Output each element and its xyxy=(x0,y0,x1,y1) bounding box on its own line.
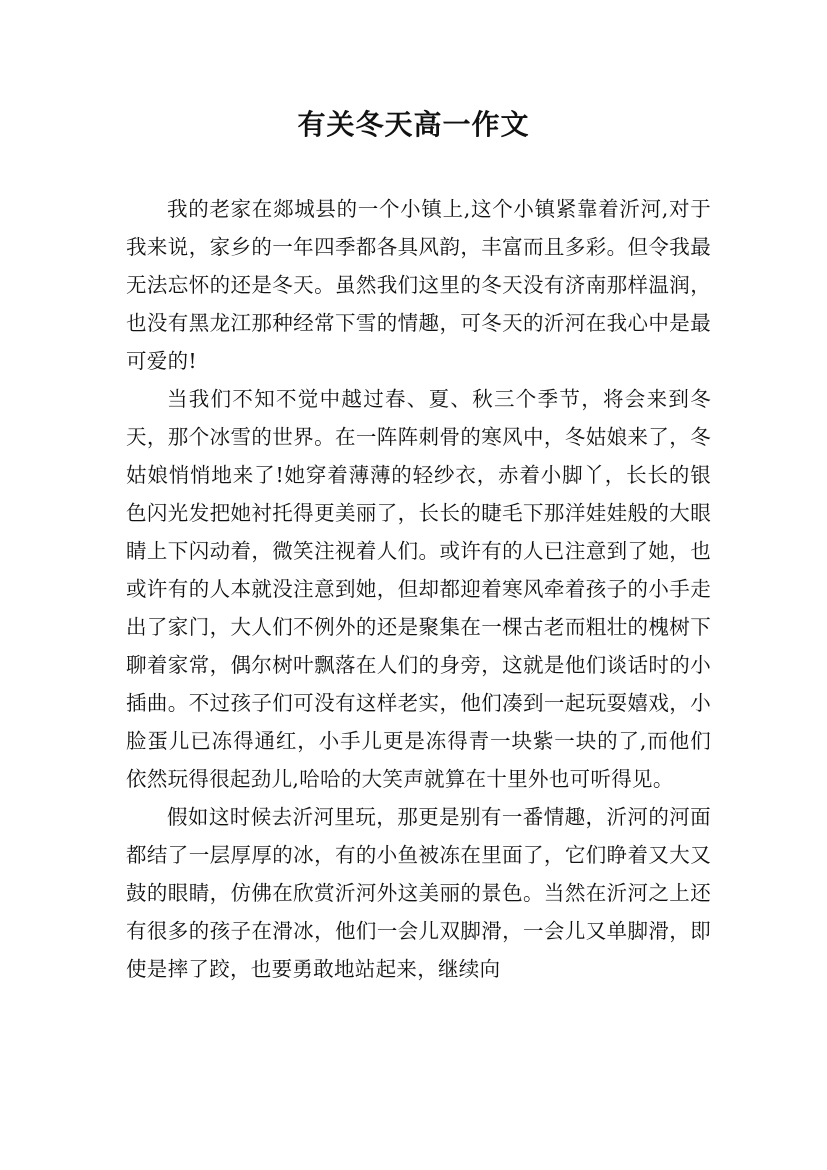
paragraph-3: 假如这时候去沂河里玩，那更是别有一番情趣，沂河的河面都结了一层厚厚的冰，有的小鱼被冻在里面了，它们睁着又大又鼓的眼睛，仿佛在欣赏沂河外这美丽的景色。当然在沂河之上还有很多的孩子在滑冰，他们一会儿双脚滑，一会儿又单脚滑，即使是摔了跤，也要勇敢地站起来，继续向 xyxy=(126,805,711,981)
document-title: 有关冬天高一作文 xyxy=(297,108,530,141)
paragraph-1: 我的老家在郯城县的一个小镇上,这个小镇紧靠着沂河,对于我来说，家乡的一年四季都各具风韵，丰富而且多彩。但令我最无法忘怀的还是冬天。虽然我们这里的冬天没有济南那样温润，也没有黑龙江那种经常下雪的情趣，可冬天的沂河在我心中是最可爱的! xyxy=(126,197,711,373)
document-body xyxy=(126,190,711,988)
paragraph-2: 当我们不知不觉中越过春、夏、秋三个季节，将会来到冬天，那个冰雪的世界。在一阵阵刺骨的寒风中，冬姑娘来了，冬姑娘悄悄地来了!她穿着薄薄的轻纱衣，赤着小脚丫，长长的银色闪光发把她衬托得更美丽了，长长的睫毛下那洋娃娃般的大眼睛上下闪动着，微笑注视着人们。或许有的人已注意到了她，也或许有的人本就没注意到她，但却都迎着寒风牵着孩子的小手走出了家门，大人们不例外的还是聚集在一棵古老而粗壮的槐树下聊着家常，偶尔树叶飘落在人们的身旁，这就是他们谈话时的小插曲。不过孩子们可没有这样老实，他们凑到一起玩耍嬉戏，小脸蛋儿已冻得通红，小手儿更是冻得青一块紫一块的了,而他们依然玩得很起劲儿,哈哈的大笑声就算在十里外也可听得见。 xyxy=(126,387,711,791)
